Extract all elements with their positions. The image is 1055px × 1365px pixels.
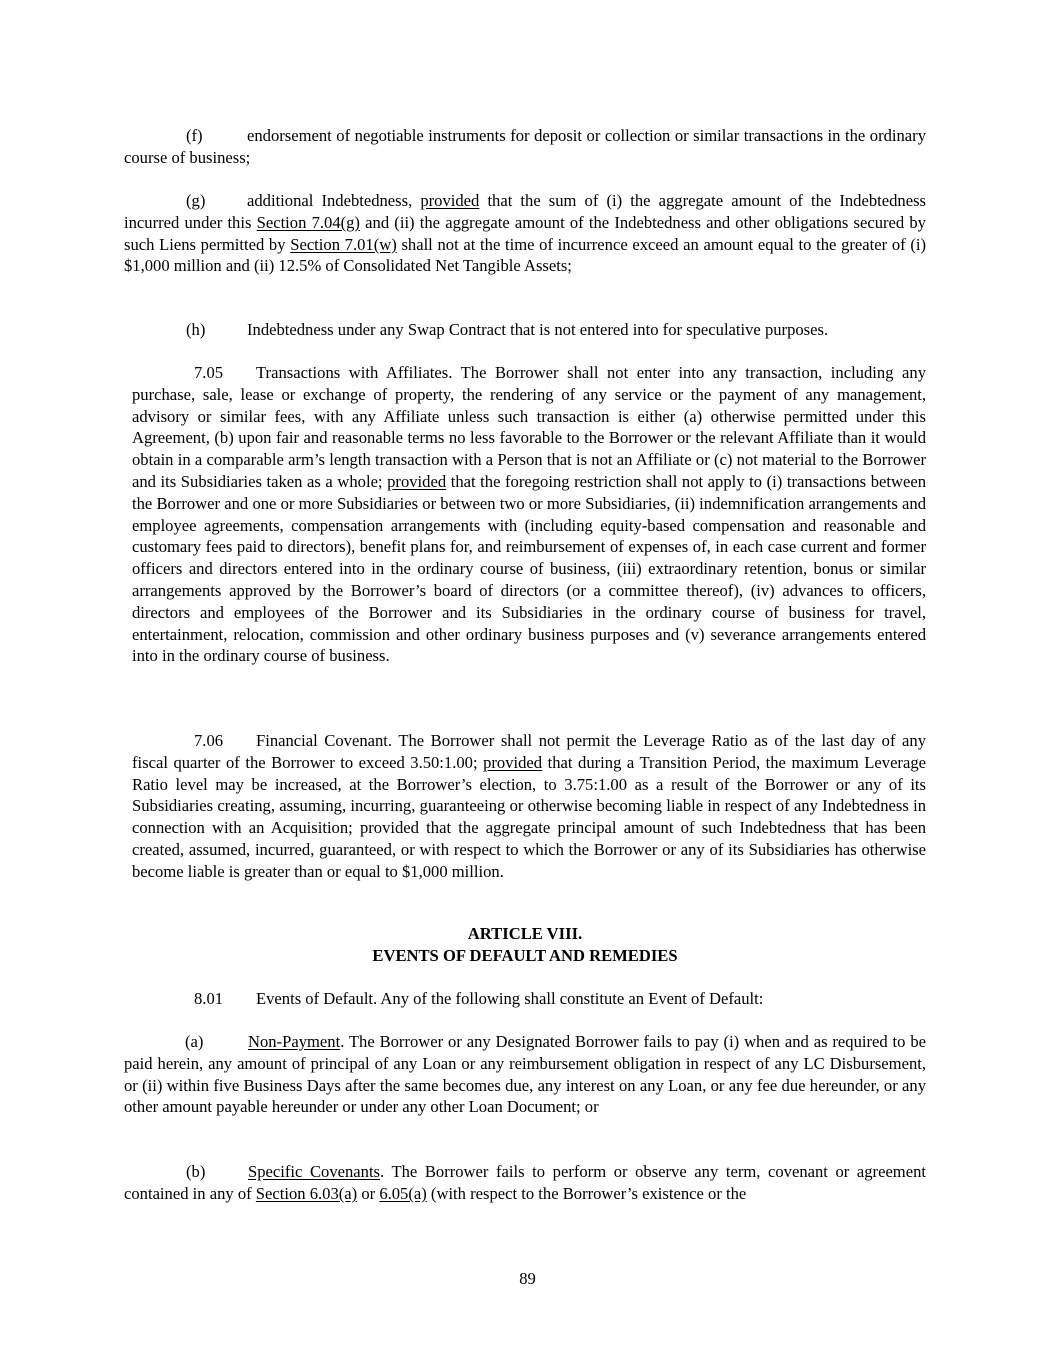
- paragraph-b-label: (b): [186, 1162, 206, 1181]
- section-8-01-heading: Events of Default.: [256, 989, 378, 1008]
- article-number: ARTICLE VIII.: [467, 924, 583, 943]
- section-7-06-text-2: that during a Transition Period, the maximum Leverage Ratio level may be increased, at the Borrower’s election, to 3.75:1.00 as a result of the Borrower or any of its Subsidiaries creating, assuming, incurring, guaranteeing or otherwise becoming liable in respect of any Indebtedness in connection with an Acquisition; provided that the aggregate principal amount of such Indebtedness that has been created, assumed, incurred, guaranteed, or with respect to which the Borrower or any of its Subsidiaries has otherwise become liable is greater than or equal to $1,000 million.: [132, 752, 926, 881]
- section-7-05-text-2: that the foregoing restriction shall not apply to (i) transactions between the Borrower and one or more Subsidiaries or between two or more Subsidiaries, (ii) indemnification arrangements and employee agreements, compensation arrangements with (including equity-based compensation and reasonable and customary fees paid to directors), benefit plans for, and reimbursement of expenses of, in each case current and former officers and directors entered into in the ordinary course of business, (iii) extraordinary retention, bonus or similar arrangements approved by the Borrower’s board of directors (or a committee thereof), (iv) advances to officers, directors and employees of the Borrower and its Subsidiaries in the ordinary course of business for travel, entertainment, relocation, commission and other ordinary business purposes and (v) severance arrangements entered into in the ordinary course of business.: [132, 471, 926, 666]
- section-6-03-a-link[interactable]: Section 6.03(a): [255, 1183, 358, 1203]
- section-7-05-text-1: The Borrower shall not enter into any transaction, including any purchase, sale, lease or exchange of property, the rendering of any service or the payment of any management, advisory or similar fees, with any Affiliate unless such transaction is either (a) otherwise permitted under this Agreement, (b) upon fair and reasonable terms no less favorable to the Borrower or the relevant Affiliate than it would obtain in a comparable arm’s length transaction with a Person that is not an Affiliate or (c) not material to the Borrower and its Subsidiaries taken as a whole;: [132, 363, 926, 491]
- section-8-01: [132, 988, 926, 1010]
- paragraph-b-text-2: or: [357, 1183, 380, 1203]
- section-7-04-g-link[interactable]: Section 7.04(g): [256, 212, 360, 232]
- section-7-06-text-1: The Borrower shall not permit the Leverage Ratio as of the last day of any fiscal quarter of the Borrower to exceed 3.50:1.00;: [132, 731, 926, 772]
- section-8-01-text: Any of the following shall constitute an Event of Default:: [377, 989, 764, 1008]
- paragraph-a: [124, 1031, 926, 1118]
- section-7-06-heading: Financial Covenant.: [256, 731, 393, 750]
- paragraph-h-label: (h): [186, 320, 206, 339]
- paragraph-g-text-2: that the sum of (i) the aggregate amount of the Indebtedness incurred under this: [124, 191, 926, 232]
- section-7-05-number: 7.05: [194, 363, 224, 382]
- paragraph-f-label: (f): [186, 126, 203, 145]
- non-payment-heading: Non-Payment: [248, 1032, 341, 1051]
- section-6-05-a-link[interactable]: 6.05(a): [379, 1183, 427, 1203]
- page-number: 89: [519, 1269, 536, 1288]
- section-7-01-w-link[interactable]: Section 7.01(w): [290, 234, 397, 254]
- paragraph-g: [124, 190, 926, 277]
- paragraph-g-text-1: additional Indebtedness,: [247, 191, 421, 210]
- section-7-06-number: 7.06: [194, 731, 224, 750]
- section-7-05: [132, 362, 926, 667]
- section-7-06: [132, 730, 926, 883]
- paragraph-f-text: endorsement of negotiable instruments for deposit or collection or similar transactions in the ordinary course of business;: [124, 126, 926, 167]
- paragraph-g-label: (g): [186, 191, 206, 210]
- paragraph-b-text-3: (with respect to the Borrower’s existence or the: [426, 1183, 747, 1203]
- specific-covenants-heading: Specific Covenants: [248, 1162, 381, 1181]
- paragraph-h-text: Indebtedness under any Swap Contract that is not entered into for speculative purposes.: [247, 320, 829, 339]
- provided-term: provided: [387, 471, 447, 491]
- paragraph-g-text-4: shall not at the time of incurrence exceed an amount equal to the greater of (i) $1,000 million and (ii) 12.5% of Consolidated Net Tangible Assets;: [124, 234, 927, 276]
- paragraph-f: [124, 125, 926, 169]
- paragraph-b: [124, 1161, 926, 1205]
- paragraph-b-text-1: . The Borrower fails to perform or observe any term, covenant or agreement contained in any of: [124, 1162, 926, 1203]
- provided-term: provided: [483, 752, 543, 772]
- article-title: EVENTS OF DEFAULT AND REMEDIES: [372, 946, 678, 965]
- section-8-01-number: 8.01: [194, 989, 224, 1008]
- provided-term: provided: [420, 191, 480, 210]
- paragraph-a-label: (a): [185, 1032, 204, 1051]
- paragraph-h: [124, 319, 926, 341]
- section-7-05-heading: Transactions with Affiliates.: [256, 363, 453, 382]
- paragraph-g-text-3: and (ii) the aggregate amount of the Indebtedness and other obligations secured by such Liens permitted by: [124, 212, 926, 254]
- paragraph-a-text: . The Borrower or any Designated Borrower fails to pay (i) when and as required to be paid herein, any amount of principal of any Loan or any reimbursement obligation in respect of any LC Disbursement, or (ii) within five Business Days after the same becomes due, any interest on any Loan, or any fee due hereunder, or any other amount payable hereunder or under any other Loan Document; or: [124, 1032, 926, 1117]
